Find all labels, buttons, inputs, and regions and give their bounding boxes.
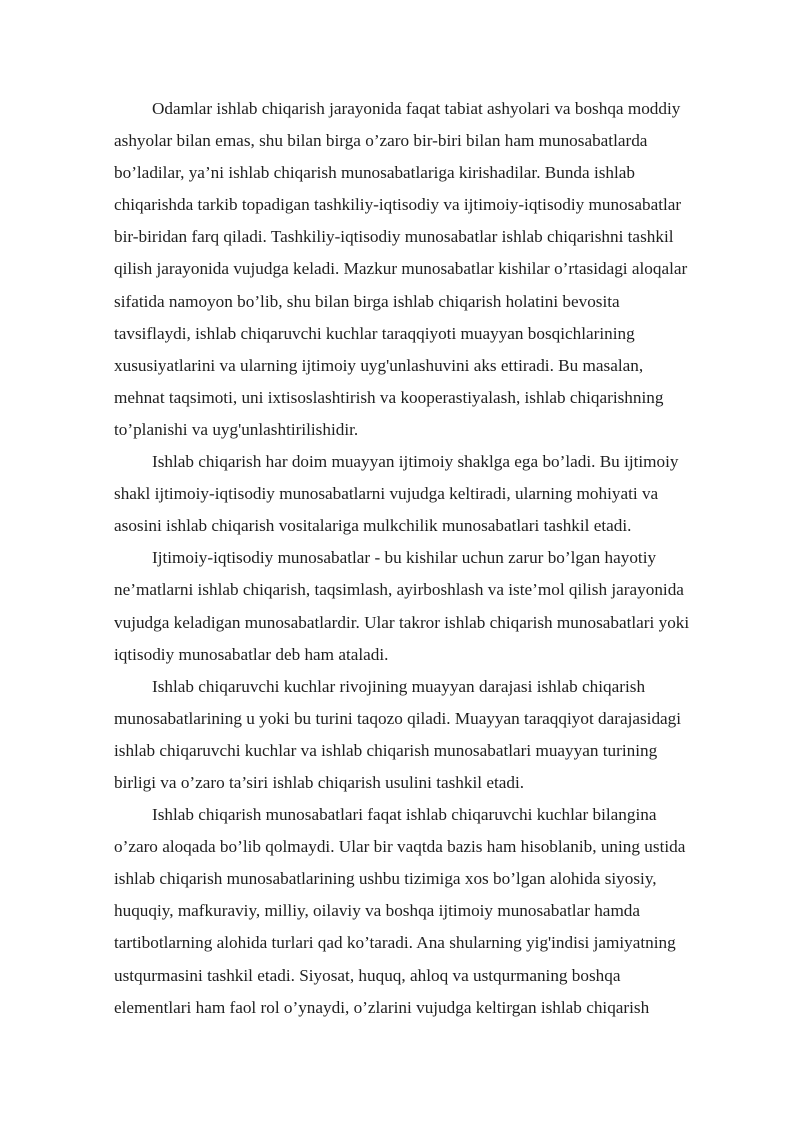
text-line: shakl ijtimoiy-iqtisodiy munosabatlarni vujudga keltiradi, ularning mohiyati va	[114, 484, 659, 504]
paragraph	[114, 542, 714, 670]
document-body	[114, 93, 714, 1024]
paragraph	[114, 799, 714, 1024]
text-line: mehnat taqsimoti, uni ixtisoslashtirish va kooperastiyalash, ishlab chiqarishning	[114, 387, 664, 407]
text-line: Ijtimoiy-iqtisodiy munosabatlar - bu kishilar uchun zarur bo’lgan hayotiy	[152, 548, 657, 568]
paragraph	[114, 446, 714, 542]
text-line: tavsiflaydi, ishlab chiqaruvchi kuchlar taraqqiyoti muayyan bosqichlarining	[114, 323, 635, 343]
text-line: ishlab chiqaruvchi kuchlar va ishlab chiqarish munosabatlari muayyan turining	[114, 740, 658, 760]
text-line: o’zaro aloqada bo’lib qolmaydi. Ular bir vaqtda bazis ham hisoblanib, uning ustida	[114, 837, 686, 857]
text-line: Ishlab chiqarish munosabatlari faqat ishlab chiqaruvchi kuchlar bilangina	[152, 805, 657, 825]
text-line: tartibotlarning alohida turlari qad ko’taradi. Ana shularning yig'indisi jamiyatning	[114, 933, 676, 953]
text-line: bir-biridan farq qiladi. Tashkiliy-iqtisodiy munosabatlar ishlab chiqarishni tashkil	[114, 227, 674, 247]
text-line: birligi va o’zaro ta’siri ishlab chiqarish usulini tashkil etadi.	[114, 772, 525, 792]
text-line: chiqarishda tarkib topadigan tashkiliy-iqtisodiy va ijtimoiy-iqtisodiy munosabatlar	[114, 195, 682, 215]
text-line: asosini ishlab chiqarish vositalariga mulkchilik munosabatlari tashkil etadi.	[114, 516, 632, 536]
text-line: ashyolar bilan emas, shu bilan birga o’zaro bir-biri bilan ham munosabatlarda	[114, 131, 648, 151]
text-line: qilish jarayonida vujudga keladi. Mazkur munosabatlar kishilar o’rtasidagi aloqalar	[114, 259, 688, 279]
text-line: Ishlab chiqaruvchi kuchlar rivojining muayyan darajasi ishlab chiqarish	[152, 676, 646, 696]
paragraph	[114, 93, 714, 446]
text-line: munosabatlarining u yoki bu turini taqozo qiladi. Muayyan taraqqiyot darajasidagi	[114, 708, 682, 728]
text-line: Ishlab chiqarish har doim muayyan ijtimoiy shaklga ega bo’ladi. Bu ijtimoiy	[152, 452, 679, 472]
text-line: to’planishi va uyg'unlashtirilishidir.	[114, 419, 359, 439]
text-line: bo’ladilar, ya’ni ishlab chiqarish munosabatlariga kirishadilar. Bunda ishlab	[114, 163, 636, 183]
text-line: ishlab chiqarish munosabatlarining ushbu tizimiga xos bo’lgan alohida siyosiy,	[114, 869, 657, 889]
text-line: vujudga keladigan munosabatlardir. Ular takror ishlab chiqarish munosabatlari yoki	[114, 612, 690, 632]
text-line: ustqurmasini tashkil etadi. Siyosat, huquq, ahloq va ustqurmaning boshqa	[114, 965, 621, 985]
text-line: iqtisodiy munosabatlar deb ham ataladi.	[114, 644, 389, 664]
text-line: elementlari ham faol rol o’ynaydi, o’zlarini vujudga keltirgan ishlab chiqarish	[114, 997, 650, 1017]
text-line: xususiyatlarini va ularning ijtimoiy uyg'unlashuvini aks ettiradi. Bu masalan,	[114, 355, 644, 375]
text-line: sifatida namoyon bo’lib, shu bilan birga ishlab chiqarish holatini bevosita	[114, 291, 620, 311]
text-line: ne’matlarni ishlab chiqarish, taqsimlash, ayirboshlash va iste’mol qilish jarayonida	[114, 580, 684, 600]
text-line: Odamlar ishlab chiqarish jarayonida faqat tabiat ashyolari va boshqa moddiy	[152, 99, 681, 118]
text-line: huquqiy, mafkuraviy, milliy, oilaviy va boshqa ijtimoiy munosabatlar hamda	[114, 901, 641, 921]
paragraph	[114, 671, 714, 799]
